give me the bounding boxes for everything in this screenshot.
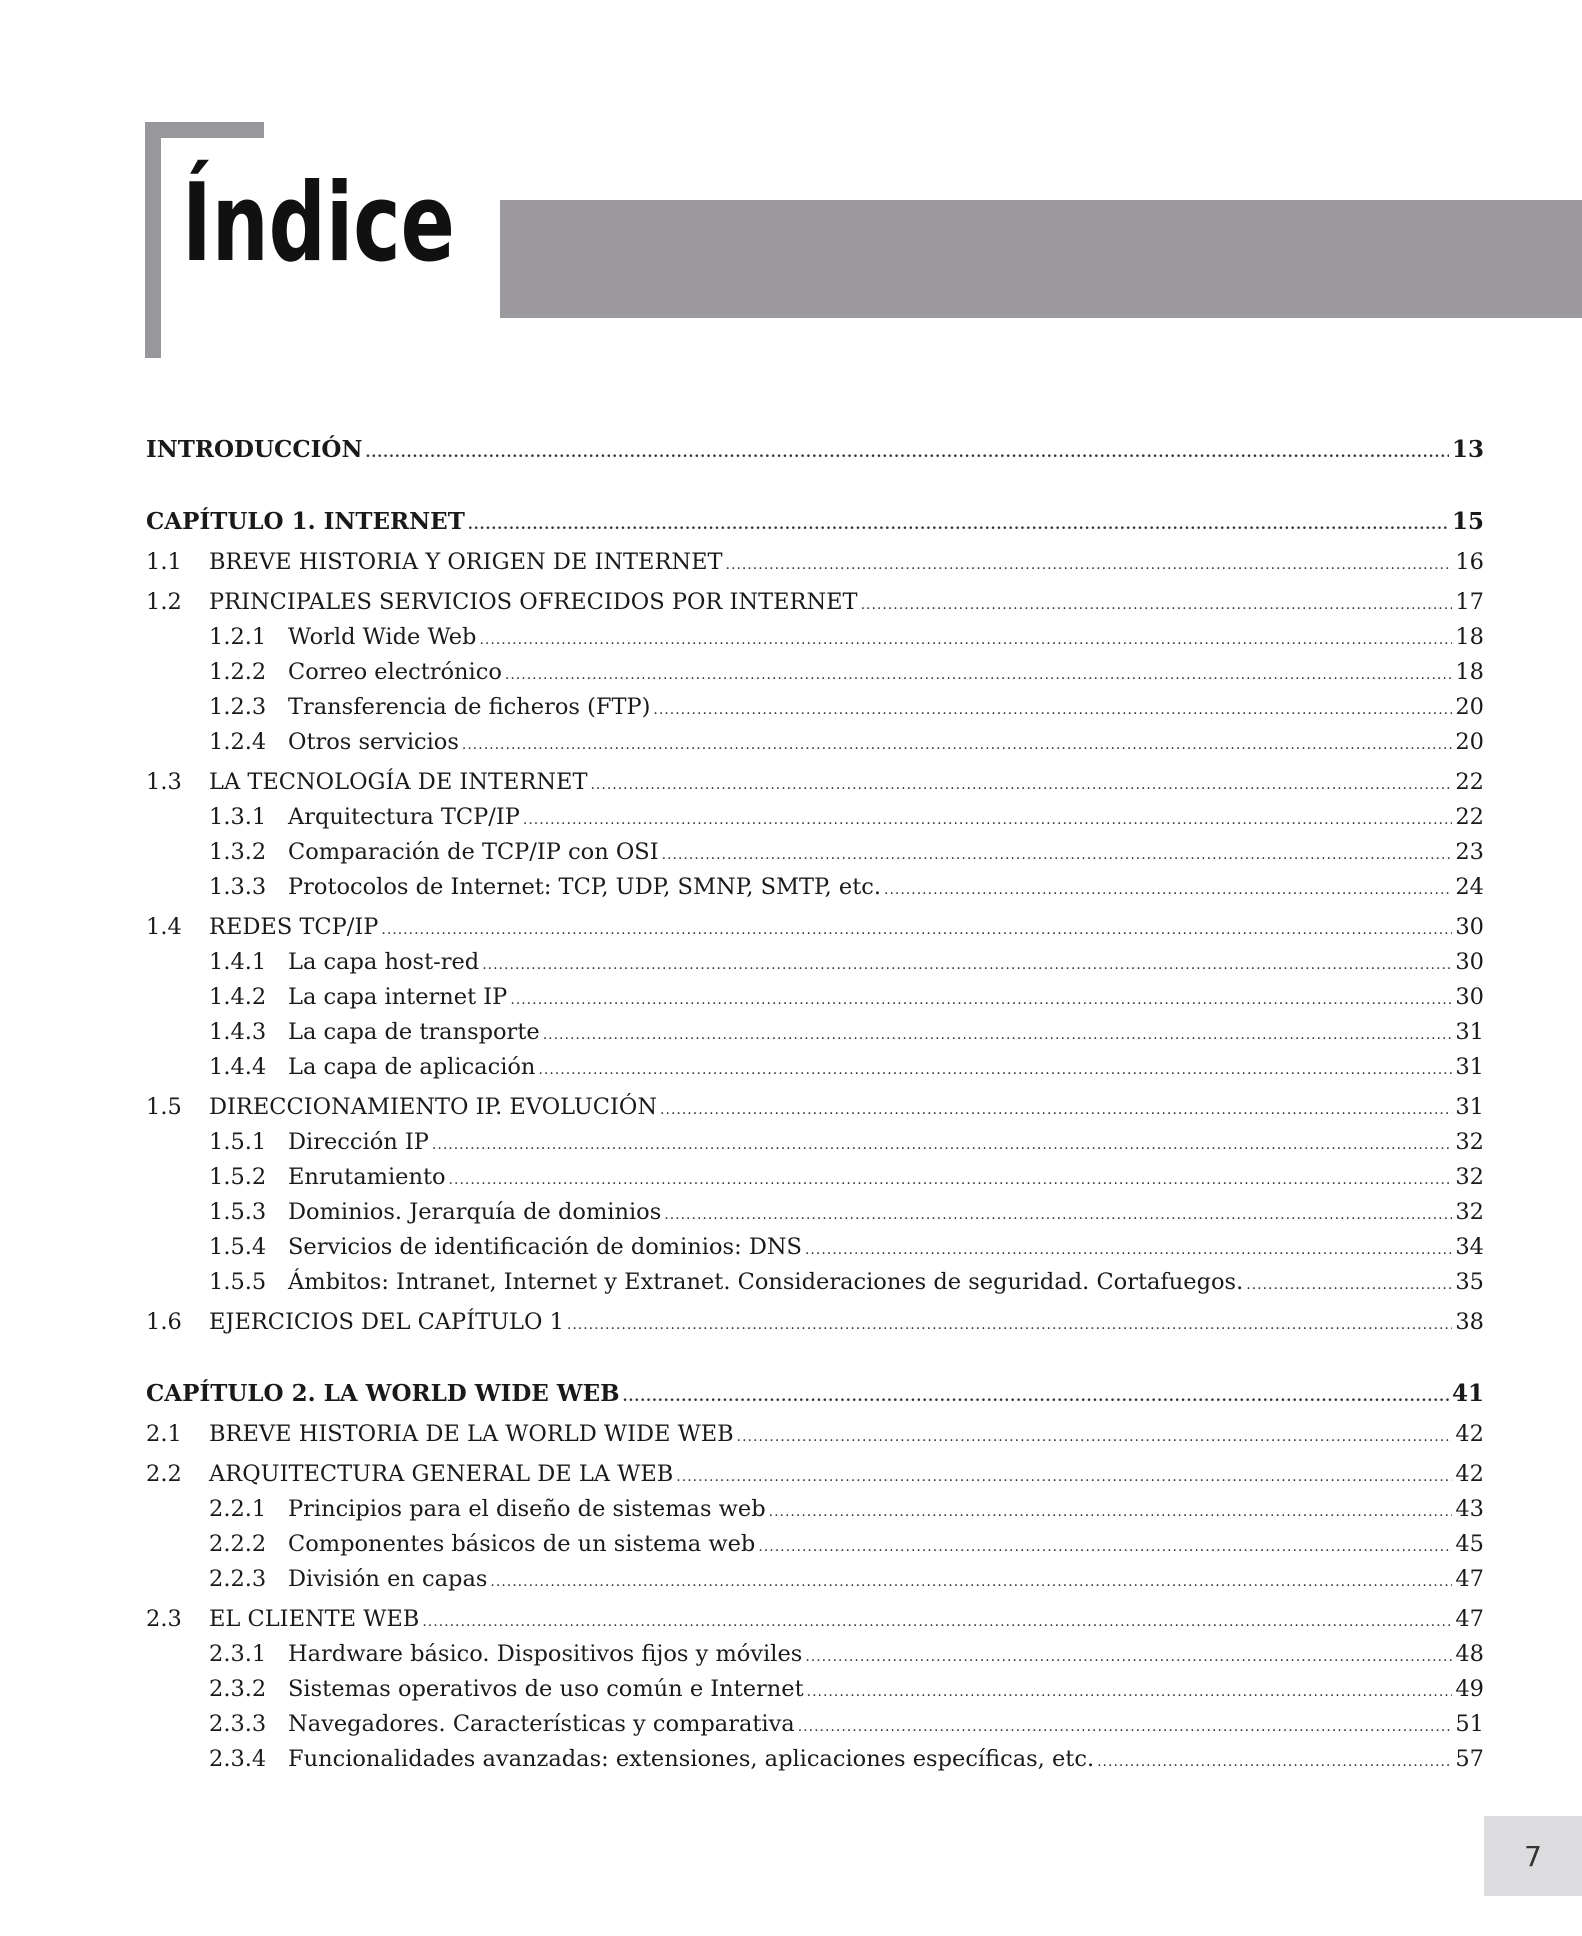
- toc-dot-leader: [660, 1093, 1452, 1127]
- toc-subsection-entry: [146, 980, 1484, 1014]
- toc-entry-label: Protocolos de Internet: TCP, UDP, SMNP, SMTP, etc.: [288, 874, 882, 900]
- toc-entry-number: 1.3.3: [209, 874, 267, 900]
- toc-entry-page: 16: [1455, 549, 1484, 575]
- toc-entry-page: 15: [1451, 508, 1484, 535]
- toc-entry-page: 38: [1455, 1309, 1484, 1335]
- toc-section-entry: [146, 585, 1484, 619]
- title-bracket-horizontal: [145, 122, 264, 138]
- toc-entry-page: 31: [1455, 1019, 1484, 1045]
- toc-entry-label: Ámbitos: Intranet, Internet y Extranet. Consideraciones de seguridad. Cortafuegos.: [288, 1269, 1244, 1295]
- toc-subsection-entry: [146, 1265, 1484, 1299]
- toc-dot-leader: [567, 1308, 1452, 1342]
- toc-dot-leader: [805, 1233, 1452, 1267]
- toc-dot-leader: [653, 693, 1452, 727]
- toc-section-entry: [146, 1457, 1484, 1491]
- toc-subsection-entry: [146, 1742, 1484, 1776]
- toc-entry-number: 1.5: [146, 1094, 182, 1120]
- toc-entry-page: 30: [1455, 984, 1484, 1010]
- toc-entry-number: 1.4: [146, 914, 182, 940]
- toc-dot-leader: [422, 1605, 1452, 1639]
- toc-entry-number: 2.3.1: [209, 1641, 267, 1667]
- toc-dot-leader: [726, 548, 1453, 582]
- toc-subsection-entry: [146, 1672, 1484, 1706]
- toc-entry-label: BREVE HISTORIA DE LA WORLD WIDE WEB: [209, 1421, 734, 1447]
- toc-entry-page: 22: [1455, 769, 1484, 795]
- toc-entry-label: La capa host-red: [288, 949, 480, 975]
- toc-entry-label: Servicios de identificación de dominios: DNS: [288, 1234, 802, 1260]
- toc-dot-leader: [543, 1018, 1453, 1052]
- toc-entry-page: 57: [1455, 1746, 1484, 1772]
- toc-entry-page: 30: [1455, 949, 1484, 975]
- toc-entry-number: 1.5.1: [209, 1129, 267, 1155]
- toc-entry-label: REDES TCP/IP: [209, 914, 379, 940]
- toc-entry-page: 30: [1455, 914, 1484, 940]
- toc-section-entry: [146, 545, 1484, 579]
- toc-subsection-entry: [146, 1230, 1484, 1264]
- title-bracket-vertical: [145, 122, 161, 358]
- toc-dot-leader: [807, 1675, 1453, 1709]
- toc-entry-number: 1.2.4: [209, 729, 267, 755]
- toc-subsection-entry: [146, 690, 1484, 724]
- toc-subsection-entry: [146, 1195, 1484, 1229]
- toc-subsection-entry: [146, 620, 1484, 654]
- toc-entry-number: 1.1: [146, 549, 182, 575]
- toc-entry-number: 1.3: [146, 769, 182, 795]
- toc-entry-label: CAPÍTULO 1. INTERNET: [146, 508, 465, 535]
- toc-entry-label: Correo electrónico: [288, 659, 502, 685]
- toc-entry-label: INTRODUCCIÓN: [146, 436, 363, 463]
- toc-entry-page: 20: [1455, 729, 1484, 755]
- toc-subsection-entry: [146, 1527, 1484, 1561]
- toc-dot-leader: [737, 1420, 1453, 1454]
- toc-entry-page: 32: [1455, 1164, 1484, 1190]
- toc-entry-label: Navegadores. Características y comparativa: [288, 1711, 795, 1737]
- toc-entry-number: 1.4.2: [209, 984, 267, 1010]
- toc-entry-number: 2.1: [146, 1421, 182, 1447]
- toc-entry-page: 35: [1455, 1269, 1484, 1295]
- toc-entry-number: 1.5.4: [209, 1234, 267, 1260]
- toc-subsection-entry: [146, 1492, 1484, 1526]
- toc-entry-label: EL CLIENTE WEB: [209, 1606, 420, 1632]
- toc-dot-leader: [505, 658, 1452, 692]
- toc-entry-page: 47: [1455, 1566, 1484, 1592]
- toc-subsection-entry: [146, 1562, 1484, 1596]
- toc-subsection-entry: [146, 725, 1484, 759]
- toc-subsection-entry: [146, 835, 1484, 869]
- toc-entry-page: 34: [1455, 1234, 1484, 1260]
- toc-subsection-entry: [146, 1015, 1484, 1049]
- toc-entry-number: 1.4.3: [209, 1019, 267, 1045]
- toc-entry-page: 22: [1455, 804, 1484, 830]
- toc-entry-page: 17: [1455, 589, 1484, 615]
- toc-section-entry: [146, 910, 1484, 944]
- toc-section-entry: [146, 1090, 1484, 1124]
- toc-chapter-entry: [146, 1377, 1484, 1411]
- toc-entry-label: La capa de transporte: [288, 1019, 540, 1045]
- toc-subsection-entry: [146, 655, 1484, 689]
- toc-entry-page: 23: [1455, 839, 1484, 865]
- page-title: Índice: [182, 161, 455, 286]
- toc-entry-number: 1.5.5: [209, 1269, 267, 1295]
- toc-dot-leader: [662, 838, 1453, 872]
- toc-dot-leader: [510, 983, 1452, 1017]
- toc-entry-label: Componentes básicos de un sistema web: [288, 1531, 756, 1557]
- toc-dot-leader: [798, 1710, 1453, 1744]
- toc-subsection-entry: [146, 945, 1484, 979]
- toc-entry-label: La capa internet IP: [288, 984, 508, 1010]
- toc-entry-label: Comparación de TCP/IP con OSI: [288, 839, 659, 865]
- toc-entry-number: 2.3.3: [209, 1711, 267, 1737]
- toc-dot-leader: [490, 1565, 1452, 1599]
- toc-entry-page: 41: [1451, 1380, 1484, 1407]
- toc-dot-leader: [884, 873, 1452, 907]
- title-gray-bar: [500, 200, 1582, 318]
- toc-dot-leader: [769, 1495, 1453, 1529]
- toc-entry-label: La capa de aplicación: [288, 1054, 536, 1080]
- toc-subsection-entry: [146, 1637, 1484, 1671]
- toc-entry-number: 2.2.3: [209, 1566, 267, 1592]
- toc-dot-leader: [479, 623, 1452, 657]
- toc-subsection-entry: [146, 1160, 1484, 1194]
- toc-entry-label: Arquitectura TCP/IP: [288, 804, 520, 830]
- toc-dot-leader: [538, 1053, 1452, 1087]
- toc-entry-number: 1.2.2: [209, 659, 267, 685]
- toc-entry-page: 43: [1455, 1496, 1484, 1522]
- toc-entry-label: ARQUITECTURA GENERAL DE LA WEB: [209, 1461, 674, 1487]
- toc-dot-leader: [1246, 1268, 1452, 1302]
- toc-entry-page: 32: [1455, 1199, 1484, 1225]
- toc-entry-number: 1.3.2: [209, 839, 267, 865]
- toc-section-entry: [146, 765, 1484, 799]
- toc-section-entry: [146, 1602, 1484, 1636]
- toc-entry-number: 1.3.1: [209, 804, 267, 830]
- toc-entry-number: 1.2.3: [209, 694, 267, 720]
- toc-entry-label: Hardware básico. Dispositivos fijos y móviles: [288, 1641, 803, 1667]
- toc-dot-leader: [381, 913, 1452, 947]
- page-number: 7: [1524, 1839, 1542, 1873]
- toc-entry-page: 20: [1455, 694, 1484, 720]
- toc-entry-label: Sistemas operativos de uso común e Internet: [288, 1676, 804, 1702]
- toc-entry-number: 2.2.1: [209, 1496, 267, 1522]
- toc-entry-page: 31: [1455, 1054, 1484, 1080]
- toc-entry-page: 31: [1455, 1094, 1484, 1120]
- toc-entry-number: 2.3.4: [209, 1746, 267, 1772]
- toc-entry-label: CAPÍTULO 2. LA WORLD WIDE WEB: [146, 1380, 620, 1407]
- toc-entry-number: 1.5.3: [209, 1199, 267, 1225]
- toc-dot-leader: [758, 1530, 1452, 1564]
- toc-entry-label: División en capas: [288, 1566, 488, 1592]
- toc-dot-leader: [676, 1460, 1452, 1494]
- toc-entry-label: Transferencia de ficheros (FTP): [288, 694, 651, 720]
- toc-dot-leader: [449, 1163, 1453, 1197]
- toc-entry-label: Funcionalidades avanzadas: extensiones, aplicaciones específicas, etc.: [288, 1746, 1095, 1772]
- toc-entry-number: 2.3: [146, 1606, 182, 1632]
- toc-section-entry: [146, 1417, 1484, 1451]
- toc-entry-page: 51: [1455, 1711, 1484, 1737]
- toc-entry-label: DIRECCIONAMIENTO IP. EVOLUCIÓN: [209, 1094, 658, 1120]
- toc-entry-page: 18: [1455, 659, 1484, 685]
- toc-entry-page: 32: [1455, 1129, 1484, 1155]
- toc-entry-number: 1.5.2: [209, 1164, 267, 1190]
- toc-subsection-entry: [146, 870, 1484, 904]
- toc-entry-number: 1.2.1: [209, 624, 267, 650]
- toc-dot-leader: [861, 588, 1453, 622]
- toc-entry-label: Dominios. Jerarquía de dominios: [288, 1199, 662, 1225]
- toc-subsection-entry: [146, 1050, 1484, 1084]
- toc-entry-number: 1.2: [146, 589, 182, 615]
- toc-dot-leader: [365, 436, 1449, 470]
- toc-dot-leader: [664, 1198, 1452, 1232]
- toc-dot-leader: [482, 948, 1452, 982]
- toc-entry-page: 45: [1455, 1531, 1484, 1557]
- toc-entry-number: 2.2.2: [209, 1531, 267, 1557]
- toc-entry-page: 18: [1455, 624, 1484, 650]
- toc-entry-number: 2.3.2: [209, 1676, 267, 1702]
- toc-entry-label: LA TECNOLOGÍA DE INTERNET: [209, 769, 588, 795]
- toc-entry-number: 2.2: [146, 1461, 182, 1487]
- toc-dot-leader: [623, 1380, 1449, 1414]
- toc-chapter-entry: [146, 505, 1484, 539]
- toc-entry-page: 47: [1455, 1606, 1484, 1632]
- toc-entry-label: Otros servicios: [288, 729, 459, 755]
- toc-entry-label: BREVE HISTORIA Y ORIGEN DE INTERNET: [209, 549, 723, 575]
- page-number-box: [1484, 1816, 1582, 1896]
- toc-dot-leader: [590, 768, 1452, 802]
- toc-entry-label: EJERCICIOS DEL CAPÍTULO 1: [209, 1309, 564, 1335]
- toc-entry-label: World Wide Web: [288, 624, 477, 650]
- toc-entry-label: Dirección IP: [288, 1129, 429, 1155]
- toc-dot-leader: [432, 1128, 1452, 1162]
- toc-entry-page: 42: [1455, 1461, 1484, 1487]
- toc-entry-page: 49: [1455, 1676, 1484, 1702]
- toc-entry-number: 1.4.4: [209, 1054, 267, 1080]
- toc-entry-page: 24: [1455, 874, 1484, 900]
- toc-dot-leader: [1097, 1745, 1452, 1779]
- toc-entry-page: 42: [1455, 1421, 1484, 1447]
- toc-entry-label: Enrutamiento: [288, 1164, 446, 1190]
- toc-entry-label: Principios para el diseño de sistemas web: [288, 1496, 766, 1522]
- toc-entry-label: PRINCIPALES SERVICIOS OFRECIDOS POR INTERNET: [209, 589, 858, 615]
- toc-subsection-entry: [146, 800, 1484, 834]
- toc-entry-number: 1.4.1: [209, 949, 267, 975]
- toc-chapter-entry: [146, 433, 1484, 467]
- toc-dot-leader: [468, 508, 1449, 542]
- toc-dot-leader: [462, 728, 1452, 762]
- toc-dot-leader: [523, 803, 1452, 837]
- toc-entry-number: 1.6: [146, 1309, 182, 1335]
- toc-subsection-entry: [146, 1125, 1484, 1159]
- toc-subsection-entry: [146, 1707, 1484, 1741]
- toc-dot-leader: [805, 1640, 1452, 1674]
- toc-entry-page: 48: [1455, 1641, 1484, 1667]
- toc-entry-page: 13: [1451, 436, 1484, 463]
- toc-section-entry: [146, 1305, 1484, 1339]
